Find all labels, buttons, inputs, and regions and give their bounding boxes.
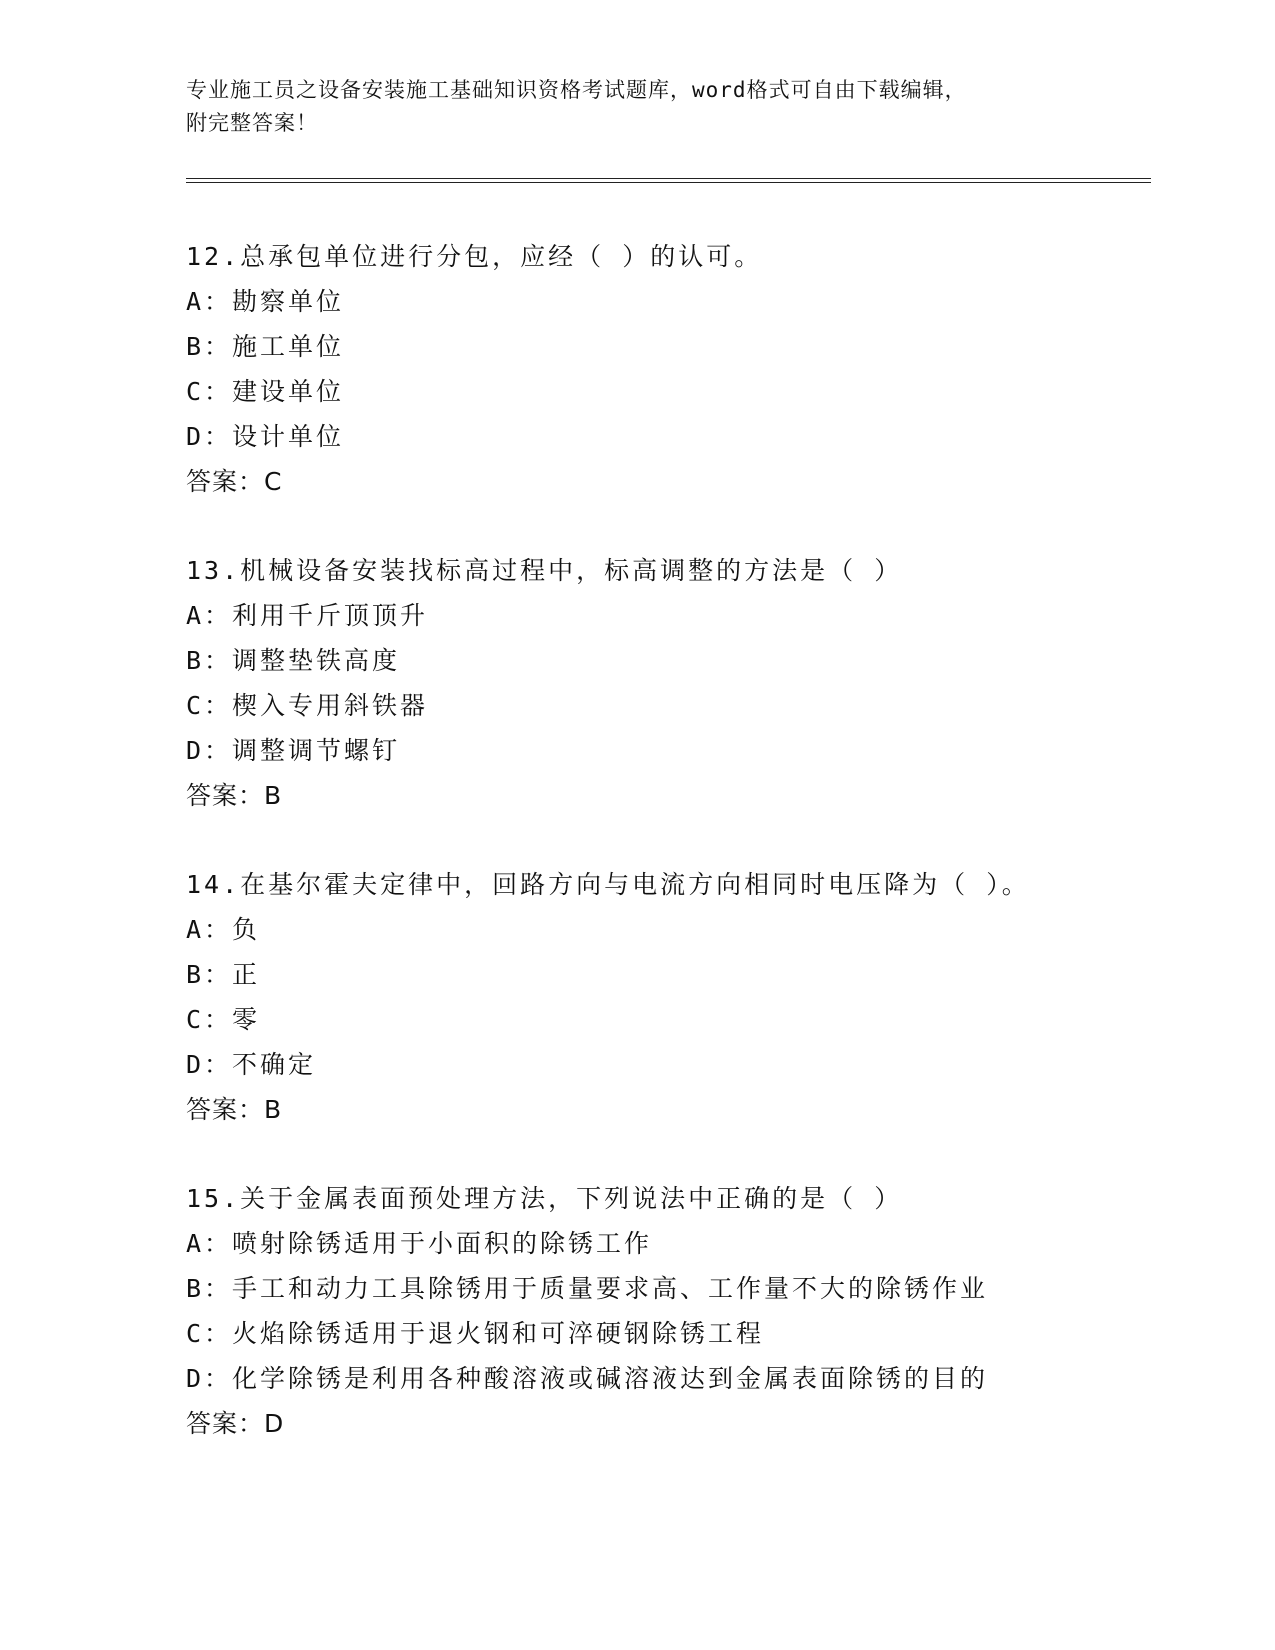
option-c: C：建设单位 <box>186 377 345 406</box>
question-14 <box>186 862 1166 1132</box>
option-a: A：利用千斤顶顶升 <box>186 601 429 630</box>
option-b: B：正 <box>186 960 261 989</box>
question-stem: 13.机械设备安装找标高过程中，标高调整的方法是（ ） <box>186 556 903 585</box>
answer: 答案：B <box>186 1095 283 1124</box>
question-stem: 15.关于金属表面预处理方法，下列说法中正确的是（ ） <box>186 1184 903 1213</box>
answer: 答案：C <box>186 467 283 496</box>
document-header <box>186 74 1086 140</box>
option-d: D：设计单位 <box>186 422 345 451</box>
option-a: A：勘察单位 <box>186 287 345 316</box>
option-b: B：调整垫铁高度 <box>186 646 401 675</box>
option-c: C：零 <box>186 1005 261 1034</box>
question-stem: 14.在基尔霍夫定律中，回路方向与电流方向相同时电压降为（ ）。 <box>186 870 1030 899</box>
option-d: D：不确定 <box>186 1050 317 1079</box>
question-12 <box>186 234 1166 504</box>
header-line-1: 专业施工员之设备安装施工基础知识资格考试题库，word格式可自由下载编辑， <box>186 78 967 102</box>
answer: 答案：B <box>186 781 283 810</box>
option-d: D：化学除锈是利用各种酸溶液或碱溶液达到金属表面除锈的目的 <box>186 1364 989 1393</box>
answer: 答案：D <box>186 1409 285 1438</box>
header-divider <box>186 178 1151 183</box>
option-a: A：喷射除锈适用于小面积的除锈工作 <box>186 1229 653 1258</box>
question-list <box>186 234 1166 1490</box>
option-c: C：火焰除锈适用于退火钢和可淬硬钢除锈工程 <box>186 1319 765 1348</box>
option-a: A：负 <box>186 915 261 944</box>
option-d: D：调整调节螺钉 <box>186 736 401 765</box>
option-b: B：施工单位 <box>186 332 345 361</box>
option-b: B：手工和动力工具除锈用于质量要求高、工作量不大的除锈作业 <box>186 1274 989 1303</box>
option-c: C：楔入专用斜铁器 <box>186 691 429 720</box>
question-stem: 12.总承包单位进行分包，应经（ ）的认可。 <box>186 242 763 271</box>
question-13 <box>186 548 1166 818</box>
header-line-2: 附完整答案！ <box>186 111 318 135</box>
question-15 <box>186 1176 1166 1446</box>
